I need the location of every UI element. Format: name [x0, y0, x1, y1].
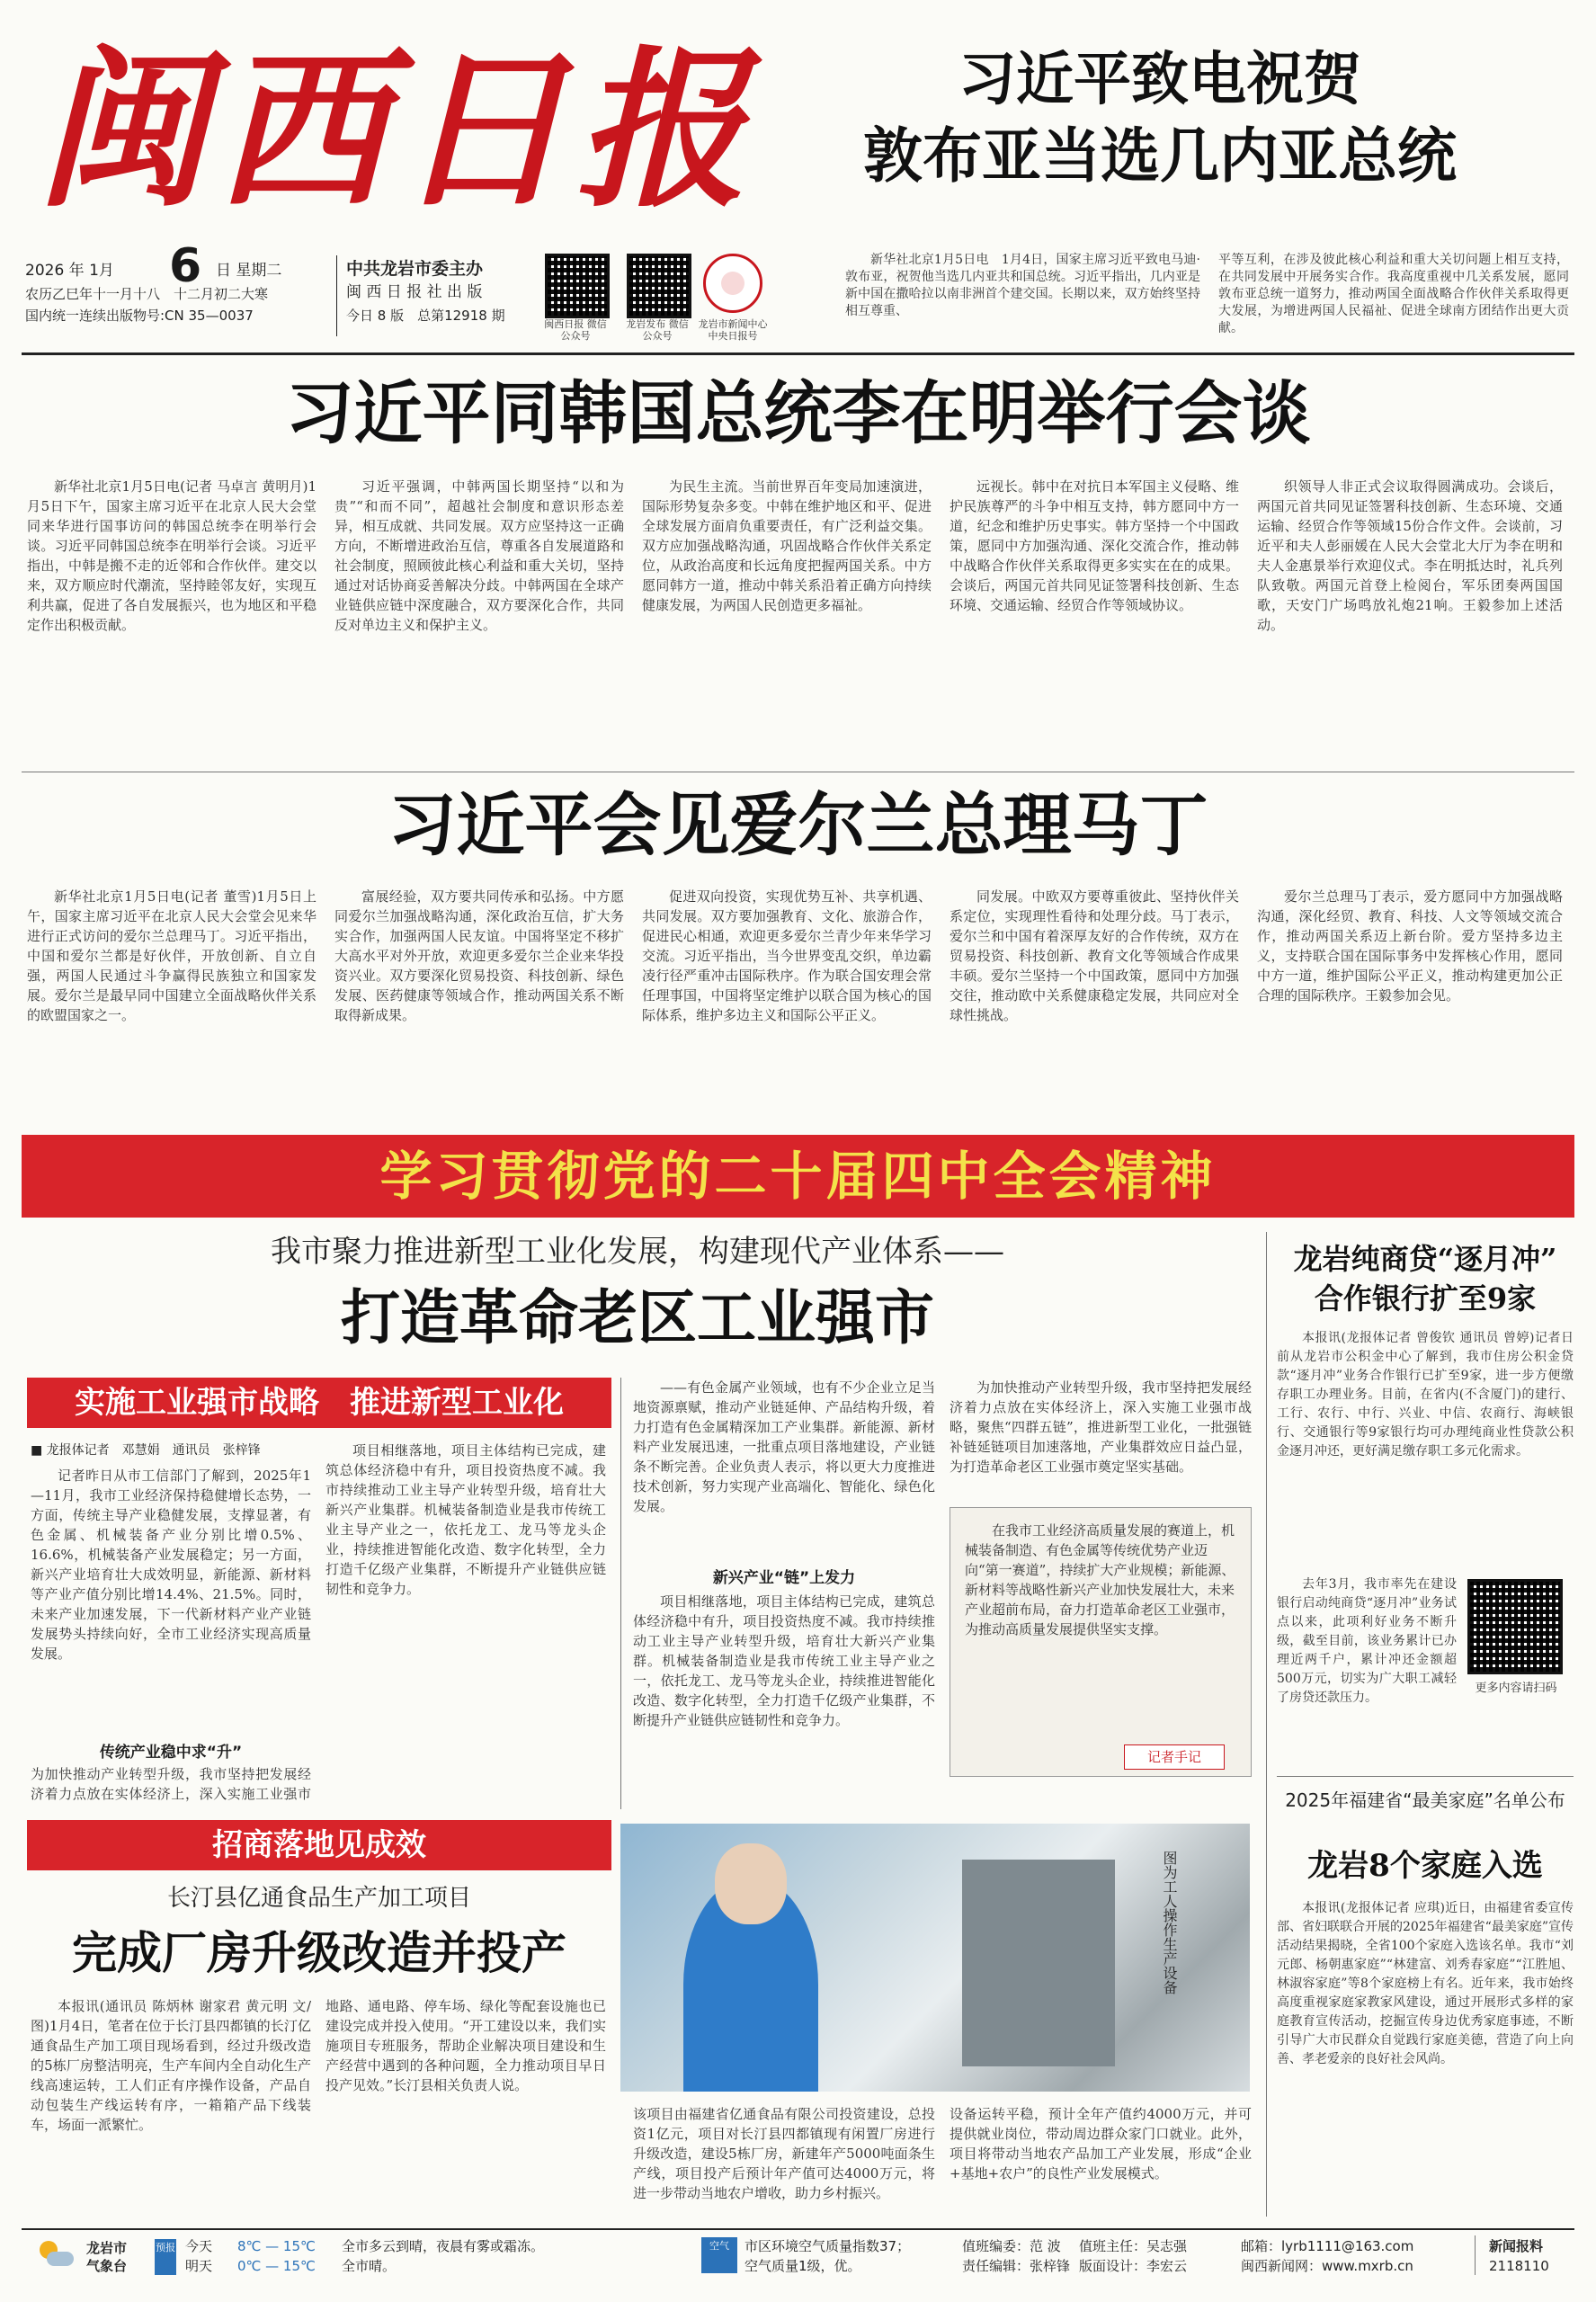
sidebar-kicker-2: 2025年福建省“最美家庭”名单公布 [1285, 1789, 1565, 1811]
publisher-line3: 今日 8 版 总第12918 期 [346, 308, 505, 324]
story3-byline: ■ 龙报体记者 邓慧娟 通讯员 张梓锋 [31, 1443, 261, 1458]
top-headline-line2: 敦布亚当选几内亚总统 [863, 120, 1457, 191]
issue-date [25, 261, 114, 281]
divider [1475, 2235, 1476, 2275]
qr-code-icon[interactable] [545, 254, 610, 318]
divider [620, 1378, 621, 1809]
photo-worker-head [715, 1843, 787, 1924]
tomorrow-label: 明天 [185, 2258, 213, 2274]
editor-line1: 值班编委：范 波 [962, 2238, 1061, 2254]
air-quality-icon: 空气 [701, 2237, 737, 2273]
aqi-line2: 空气质量1级，优。 [745, 2258, 861, 2274]
qr-code-icon[interactable] [627, 254, 691, 318]
qr-caption-3: 龙岩市新闻中心 中央日报号 [698, 318, 768, 342]
story3-column-1: 记者昨日从市工信部门了解到，2025年1—11月，我市工业经济保持稳健增长态势，一方面，传统主导产业稳健发展，支撑显著，有色金属、机械装备产业分别比增0.5%、16.6%，机械装备产业发展稳定；另一方面，新兴产业培育壮大成效明显，新能源、新材料等产业产值分别比增14.4%、21.5%。同时，未来产业加速发展，下一代新材料产业产业链发展势头持续向好，全市工业经济实现高质量发展。 [31, 1468, 311, 1662]
today-label: 今天 [185, 2238, 213, 2254]
sun-cloud-icon [36, 2237, 76, 2273]
sidebar-headline-2[interactable]: 龙岩8个家庭入选 [1307, 1848, 1543, 1884]
story4-column-1: 本报讯(通讯员 陈炳林 谢家君 黄元明 文/图)1月4日，笔者在位于长汀县四都镇的长汀亿通食品生产加工项目现场看到，经过升级改造的5栋厂房整洁明亮，生产车间内全自动化生产线高速运转，工人们正有序操作设备，产品自动包装生产线运转有序，一箱箱产品下线装车，场面一派繁忙。 [31, 1998, 311, 2133]
story3-section2-title: 新兴产业“链”上发力 [712, 1569, 856, 1587]
story3-column-1-cont: 为加快推动产业转型升级，我市坚持把发展经济着力点放在实体经济上，深入实施工业强市 [31, 1766, 311, 1802]
issue-day: 6 [169, 239, 202, 293]
masthead-rule [22, 352, 1574, 355]
theme-banner: 学习贯彻党的二十届四中全会精神 [22, 1135, 1574, 1218]
seal-logo-icon[interactable] [703, 254, 762, 313]
story2-column-1: 新华社北京1月5日电(记者 董雪)1月5日上午，国家主席习近平在北京人民大会堂会见来华进行正式访问的爱尔兰总理马丁。习近平指出，中国和爱尔兰都是好伙伴，开放创新、自立自强，两国人民通过斗争赢得民族独立和国家发展。爱尔兰是最早同中国建立全面战略伙伴关系的欧盟国家之一。 [27, 888, 317, 1023]
story2-column-2: 富展经验，双方要共同传承和弘扬。中方愿同爱尔兰加强战略沟通，深化政治互信，扩大务实合作，加强两国人民友谊。中国将坚定不移扩大高水平对外开放，欢迎更多爱尔兰企业来华投资兴业。双方要深化贸易投资、科技创新、绿色发展、医药健康等领域合作，推动两国关系不断取得新成果。 [334, 888, 624, 1023]
today-temp: 8℃ — 15℃ [237, 2238, 316, 2254]
story4-column-4: 设备运转平稳，预计全年产值约4000万元，并可提供就业岗位，带动周边群众家门口就业。此外，项目将带动当地农产品加工产业发展，形成“企业+基地+农户”的良性产业发展模式。 [950, 2106, 1252, 2182]
hotline-label: 新闻报料 [1489, 2238, 1544, 2254]
aqi-line1: 市区环境空气质量指数37； [745, 2238, 911, 2254]
qr-caption-2: 龙岩发布 微信公众号 [626, 318, 689, 342]
story1-headline[interactable]: 习近平同韩国总统李在明举行会谈 [285, 373, 1311, 453]
qr-code-icon[interactable] [1467, 1579, 1563, 1674]
story4-column-3: 该项目由福建省亿通食品有限公司投资建设，总投资1亿元，项目对长汀县四都镇现有闲置厂房进行升级改造，建设5栋厂房，新建年产5000吨面条生产线，项目投产后预计年产值可达4000万元，将进一步带动当地农户增收，助力乡村振兴。 [633, 2106, 935, 2201]
sidebar-qr-caption: 更多内容请扫码 [1475, 1682, 1557, 1695]
publisher-line1: 中共龙岩市委主办 [346, 259, 484, 279]
story3-section1-title: 传统产业稳中求“升” [99, 1744, 243, 1762]
footer-rule [22, 2228, 1574, 2230]
story1-column-5: 织领导人非正式会议取得圆满成功。会谈后，两国元首共同见证签署科技创新、生态环境、交通运输、经贸合作等领域15份合作文件。会谈前，习近平和夫人彭丽媛在人民大会堂北大厅为李在明和夫人金惠景举行欢迎仪式。李在明抵达时，礼兵列队致敬。两国元首登上检阅台，军乐团奏两国国歌，天安门广场鸣放礼炮21响。王毅参加上述活动。 [1257, 478, 1563, 633]
editor-line4: 版面设计：李宏云 [1079, 2258, 1188, 2274]
sidebar-body-3: 本报讯(龙报体记者 应琪)近日，由福建省委宣传部、省妇联联合开展的2025年福建省“最美家庭”宣传活动结果揭晓，全省100个家庭入选该名单。我市“刘元郎、杨朝惠家庭”“林建富、刘秀春家庭”“江胜旭、林淑容家庭”等8个家庭榜上有名。近年来，我市始终高度重视家庭家教家风建设，通过开展形式多样的家庭教育宣传活动，挖掘宣传身边优秀家庭事迹，不断引导广大市民群众自觉践行家庭美德，营造了向上向善、孝老爱亲的良好社会风尚。 [1277, 1901, 1574, 2066]
photo-caption: 图为工人操作生产设备 [1161, 1851, 1178, 1994]
top-story-column-1: 新华社北京1月5日电 1月4日，国家主席习近平致电马迪·敦布亚，祝贺他当选几内亚共和国总统。习近平指出，几内亚是新中国在撒哈拉以南非洲首个建交国。长期以来，双方始终坚持相互尊重、 [845, 253, 1200, 318]
story3-subhead: 实施工业强市战略 推进新型工业化 [27, 1378, 611, 1428]
story3-headline[interactable]: 打造革命老区工业强市 [341, 1282, 934, 1352]
story4-headline[interactable]: 完成厂房升级改造并投产 [72, 1926, 566, 1979]
weather-forecast-tag-icon: 预报 [155, 2239, 176, 2275]
editor-line3: 值班主任：吴志强 [1079, 2238, 1188, 2254]
story3-column-4: 为加快推动产业转型升级，我市坚持把发展经济着力点放在实体经济上，深入实施工业强市战略，聚焦“四群五链”，推进新型工业化，一批强链补链延链项目加速落地，产业集群效应日益凸显，为打造革命老区工业强市奠定坚实基础。 [950, 1379, 1252, 1475]
publisher-line2: 闽 西 日 报 社 出 版 [346, 283, 483, 301]
today-forecast: 全市多云到晴，夜晨有雾或霜冻。 [342, 2238, 545, 2254]
story4-kicker: 长汀县亿通食品生产加工项目 [166, 1885, 471, 1912]
story2-column-5: 爱尔兰总理马丁表示，爱方愿同中方加强战略沟通，深化经贸、教育、科技、人文等领域交流合作，推动两国关系迈上新台阶。爱方坚持多边主义，支持联合国在国际事务中发挥核心作用，愿同中方一道，维护国际公平正义，推动构建更加公正合理的国际秩序。王毅参加会见。 [1257, 888, 1563, 1004]
sidebar-headline-line2: 合作银行扩至9家 [1314, 1281, 1537, 1316]
divider [336, 255, 337, 336]
issue-weekday: 日 星期二 [216, 262, 282, 280]
story4-banner: 招商落地见成效 [27, 1820, 611, 1870]
story1-column-1: 新华社北京1月5日电(记者 马卓言 黄明月)1月5日下午，国家主席习近平在北京人民大会堂同来华进行国事访问的韩国总统李在明举行会谈。习近平同韩国总统李在明举行会谈。习近平指出，中韩是搬不走的近邻和合作伙伴。建交以来，双方顺应时代潮流，坚持睦邻友好，实现互利共赢，促进了各自发展振兴，也为地区和平稳定作出积极贡献。 [27, 478, 317, 633]
sidebar-body-1: 本报讯(龙报体记者 曾俊钦 通讯员 曾婷)记者日前从龙岩市公积金中心了解到，我市住房公积金贷款“逐月冲”业务合作银行已扩至9家，进一步方便缴存职工办理业务。目前，在省内(不含厦门)的建行、工行、农行、中行、兴业、中信、农商行、海峡银行、交通银行等9家银行均可办理纯商业性贷款公积金逐月冲还，更好满足缴存职工多元化需求。 [1277, 1331, 1574, 1459]
divider [1266, 1232, 1267, 2217]
hotline-number[interactable]: 2118110 [1489, 2258, 1549, 2274]
story4-column-2: 地路、通电路、停车场、绿化等配套设施也已建设完成并投入使用。“开工建设以来，我们实施项目专班服务，帮助企业解决项目建设和生产经营中遇到的各种问题，全力推动项目早日投产见效。”长汀县相关负责人说。 [325, 1998, 606, 2093]
sidebar-headline[interactable] [1277, 1239, 1574, 1318]
tomorrow-temp: 0℃ — 15℃ [237, 2258, 316, 2274]
story1-column-3: 为民生主流。当前世界百年变局加速演进，国际形势复杂多变。中韩在维护地区和平、促进全球发展方面肩负重要责任，有广泛利益交集。双方应加强战略沟通，巩固战略合作伙伴关系定位，从政治高度和长远角度把握两国关系。中方愿同韩方一道，推动中韩关系沿着正确方向持续健康发展，为两国人民创造更多福祉。 [642, 478, 932, 613]
qr-caption-1: 闽西日报 微信公众号 [544, 318, 607, 342]
story3-column-2: 项目相继落地，项目主体结构已完成，建筑总体经济稳中有升，项目投资热度不减。我市持续推动工业主导产业转型升级，培育壮大新兴产业集群。机械装备制造业是我市传统工业主导产业之一，依托龙工、龙马等龙头企业，持续推进智能化改造、数字化转型，全力打造千亿级产业集群，不断提升产业链供应链韧性和竞争力。 [325, 1442, 606, 1597]
lunar-date: 农历乙巳年十一月十八 十二月初二大寒 [25, 286, 269, 302]
date-prefix: 2026 年 1月 [25, 262, 114, 280]
cn-number: 国内统一连续出版物号:CN 35—0037 [25, 308, 254, 324]
reporter-note-box [950, 1507, 1252, 1777]
sidebar-body-2: 去年3月，我市率先在建设银行启动纯商贷“逐月冲”业务试点以来，此项利好业务不断升级，截至目前，该业务累计已办理近两千户，累计冲还金额超500万元，切实为广大职工减轻了房贷还款压力。 [1277, 1577, 1457, 1705]
divider [1277, 1776, 1574, 1777]
reporter-note-tag: 记者手记 [1124, 1744, 1225, 1770]
story1-column-4: 远视长。韩中在对抗日本军国主义侵略、维护民族尊严的斗争中相互支持，韩方愿同中方一道，纪念和维护历史事实。韩方坚持一个中国政策，愿同中方加强沟通、深化交流合作，推动韩中战略合作伙伴关系取得更多实实在在的成果。会谈后，两国元首共同见证签署科技创新、生态环境、交通运输、经贸合作等领域协议。 [950, 478, 1239, 613]
weather-city: 龙岩市 气象台 [86, 2240, 128, 2274]
story2-column-4: 同发展。中欧双方要尊重彼此、坚持伙伴关系定位，实现理性看待和处理分歧。马丁表示，爱尔兰和中国有着深厚友好的合作传统，双方在贸易投资、科技创新、教育文化等领域合作成果丰硕。爱尔兰坚持一个中国政策，愿同中方加强交往，推动欧中关系健康稳定发展，共同应对全球性挑战。 [950, 888, 1239, 1023]
top-headline-line1: 习近平致电祝贺 [958, 46, 1361, 113]
footer-website[interactable]: 闽西新闻网：www.mxrb.cn [1241, 2258, 1413, 2274]
tomorrow-forecast: 全市晴。 [342, 2258, 397, 2274]
story2-column-3: 促进双向投资，实现优势互补、共享机遇、共同发展。双方要加强教育、文化、旅游合作，促进民心相通，欢迎更多爱尔兰青少年来华学习交流。习近平指出，当今世界变乱交织，单边霸凌行径严重冲击国际秩序。作为联合国安理会常任理事国，中国将坚定维护以联合国为核心的国际体系，维护多边主义和国际公平正义。 [642, 888, 932, 1023]
sidebar-headline-line1: 龙岩纯商贷“逐月冲” [1293, 1242, 1557, 1276]
factory-photo[interactable] [620, 1824, 1250, 2092]
top-headline[interactable] [755, 43, 1565, 194]
story1-column-2: 习近平强调，中韩两国长期坚持“以和为贵”“和而不同”，超越社会制度和意识形态差异，相互成就、共同发展。双方应坚持这一正确方向，不断增进政治互信，尊重各自发展道路和社会制度，照顾彼此核心利益和重大关切，坚持通过对话协商妥善解决分歧。中韩两国在全球产业链供应链中深度融合，双方要深化合作，共同反对单边主义和保护主义。 [334, 478, 624, 633]
story3-kicker: 我市聚力推进新型工业化发展，构建现代产业体系—— [271, 1234, 1004, 1270]
footer-email[interactable]: 邮箱：lyrb1111@163.com [1241, 2238, 1414, 2254]
story3-column-3: ——有色金属产业领域，也有不少企业立足当地资源禀赋，推动产业链延伸、产品结构升级，着力打造有色金属精深加工产业集群。新能源、新材料产业发展迅速，一批重点项目落地建设，产业链条不断完善。企业负责人表示，将以更大力度推进技术创新，努力实现产业高端化、智能化、绿色化发展。 [633, 1379, 935, 1514]
story2-headline[interactable]: 习近平会见爱尔兰总理马丁 [388, 785, 1208, 865]
story3-column-3-cont: 项目相继落地，项目主体结构已完成，建筑总体经济稳中有升，项目投资热度不减。我市持续推动工业主导产业转型升级，培育壮大新兴产业集群。机械装备制造业是我市传统工业主导产业之一，依托龙工、龙马等龙头企业，持续推进智能化改造、数字化转型，全力打造千亿级产业集群，不断提升产业链供应链韧性和竞争力。 [633, 1593, 935, 1728]
top-story-column-2: 平等互利，在涉及彼此核心利益和重大关切问题上相互支持，在共同发展中开展务实合作。我高度重视中几关系发展，愿同敦布亚总统一道努力，推动两国全面战略合作伙伴关系取得更大发展，为增进两国人民福祉、促进全球南方团结作出更大贡献。 [1218, 253, 1569, 335]
masthead-logo: 闽西日报 [36, 30, 756, 230]
editor-line2: 责任编辑：张梓锋 [962, 2258, 1071, 2274]
photo-machine [962, 1860, 1115, 2066]
reporter-note-text: 在我市工业经济高质量发展的赛道上，机械装备制造、有色金属等传统优势产业迈向“第一赛道”，持续扩大产业规模；新能源、新材料等战略性新兴产业加快发展壮大，未来产业超前布局，奋力打造革命老区工业强市，为推动高质量发展提供坚实支撑。 [965, 1522, 1235, 1637]
